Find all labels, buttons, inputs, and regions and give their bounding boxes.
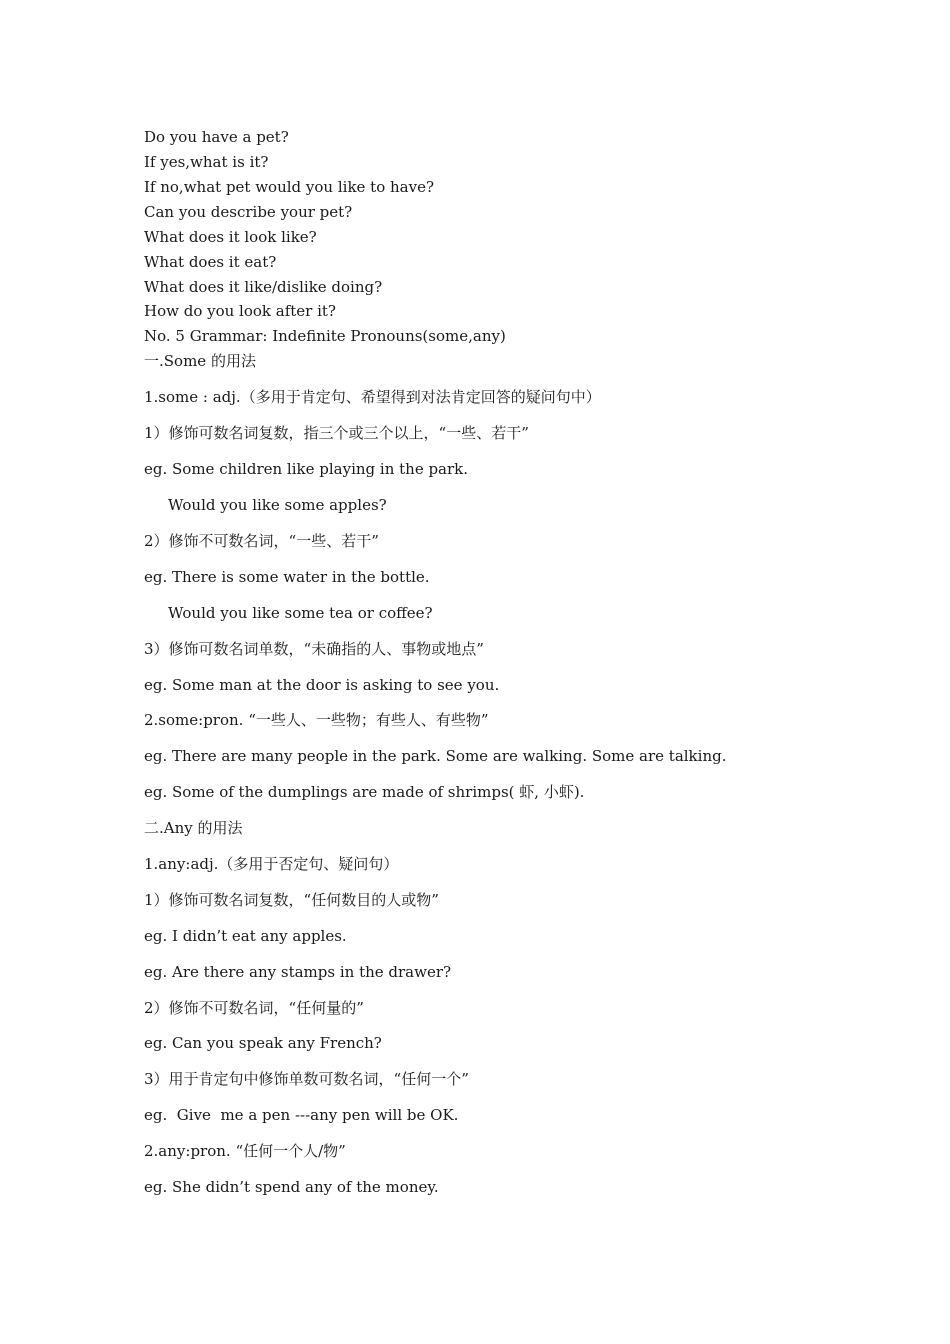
question-line: What does it eat? <box>144 253 277 271</box>
example-line: eg. There are many people in the park. Some are walking. Some are talking. <box>144 747 727 765</box>
question-line: If yes,what is it? <box>144 153 269 171</box>
question-line: What does it look like? <box>144 228 317 246</box>
example-line: eg. Give me a pen ---any pen will be OK. <box>144 1106 459 1124</box>
question-line: If no,what pet would you like to have? <box>144 178 435 196</box>
example-line: eg. Some of the dumplings are made of shrimps( 虾, 小虾). <box>144 783 585 801</box>
example-line: eg. Can you speak any French? <box>144 1034 382 1052</box>
example-line: Would you like some apples? <box>168 496 387 514</box>
some-adj-heading: 1.some : adj.（多用于肯定句、希望得到对法肯定回答的疑问句中） <box>144 388 601 406</box>
question-line: Do you have a pet? <box>144 128 289 146</box>
example-line: eg. She didn’t spend any of the money. <box>144 1178 439 1196</box>
some-section-heading: 一.Some 的用法 <box>144 352 256 370</box>
question-line: What does it like/dislike doing? <box>144 278 383 296</box>
any-pron-heading: 2.any:pron. “任何一个人/物” <box>144 1142 346 1160</box>
grammar-heading: No. 5 Grammar: Indefinite Pronouns(some,any) <box>144 327 506 345</box>
example-line: eg. Are there any stamps in the drawer? <box>144 963 452 981</box>
some-point-3: 3）修饰可数名词单数，“未确指的人、事物或地点” <box>144 640 484 658</box>
example-line: Would you like some tea or coffee? <box>168 604 433 622</box>
example-line: eg. There is some water in the bottle. <box>144 568 430 586</box>
any-section-heading: 二.Any 的用法 <box>144 819 243 837</box>
example-line: eg. I didn’t eat any apples. <box>144 927 347 945</box>
question-line: Can you describe your pet? <box>144 203 353 221</box>
example-line: eg. Some man at the door is asking to see you. <box>144 676 500 694</box>
question-line: How do you look after it? <box>144 302 336 320</box>
any-point-3: 3）用于肯定句中修饰单数可数名词，“任何一个” <box>144 1070 469 1088</box>
any-point-1: 1）修饰可数名词复数，“任何数目的人或物” <box>144 891 439 909</box>
some-point-2: 2）修饰不可数名词，“一些、若干” <box>144 532 379 550</box>
any-adj-heading: 1.any:adj.（多用于否定句、疑问句） <box>144 855 399 873</box>
example-line: eg. Some children like playing in the park. <box>144 460 469 478</box>
some-pron-heading: 2.some:pron. “一些人、一些物；有些人、有些物” <box>144 711 489 729</box>
some-point-1: 1）修饰可数名词复数，指三个或三个以上，“一些、若干” <box>144 424 529 442</box>
any-point-2: 2）修饰不可数名词，“任何量的” <box>144 999 364 1017</box>
